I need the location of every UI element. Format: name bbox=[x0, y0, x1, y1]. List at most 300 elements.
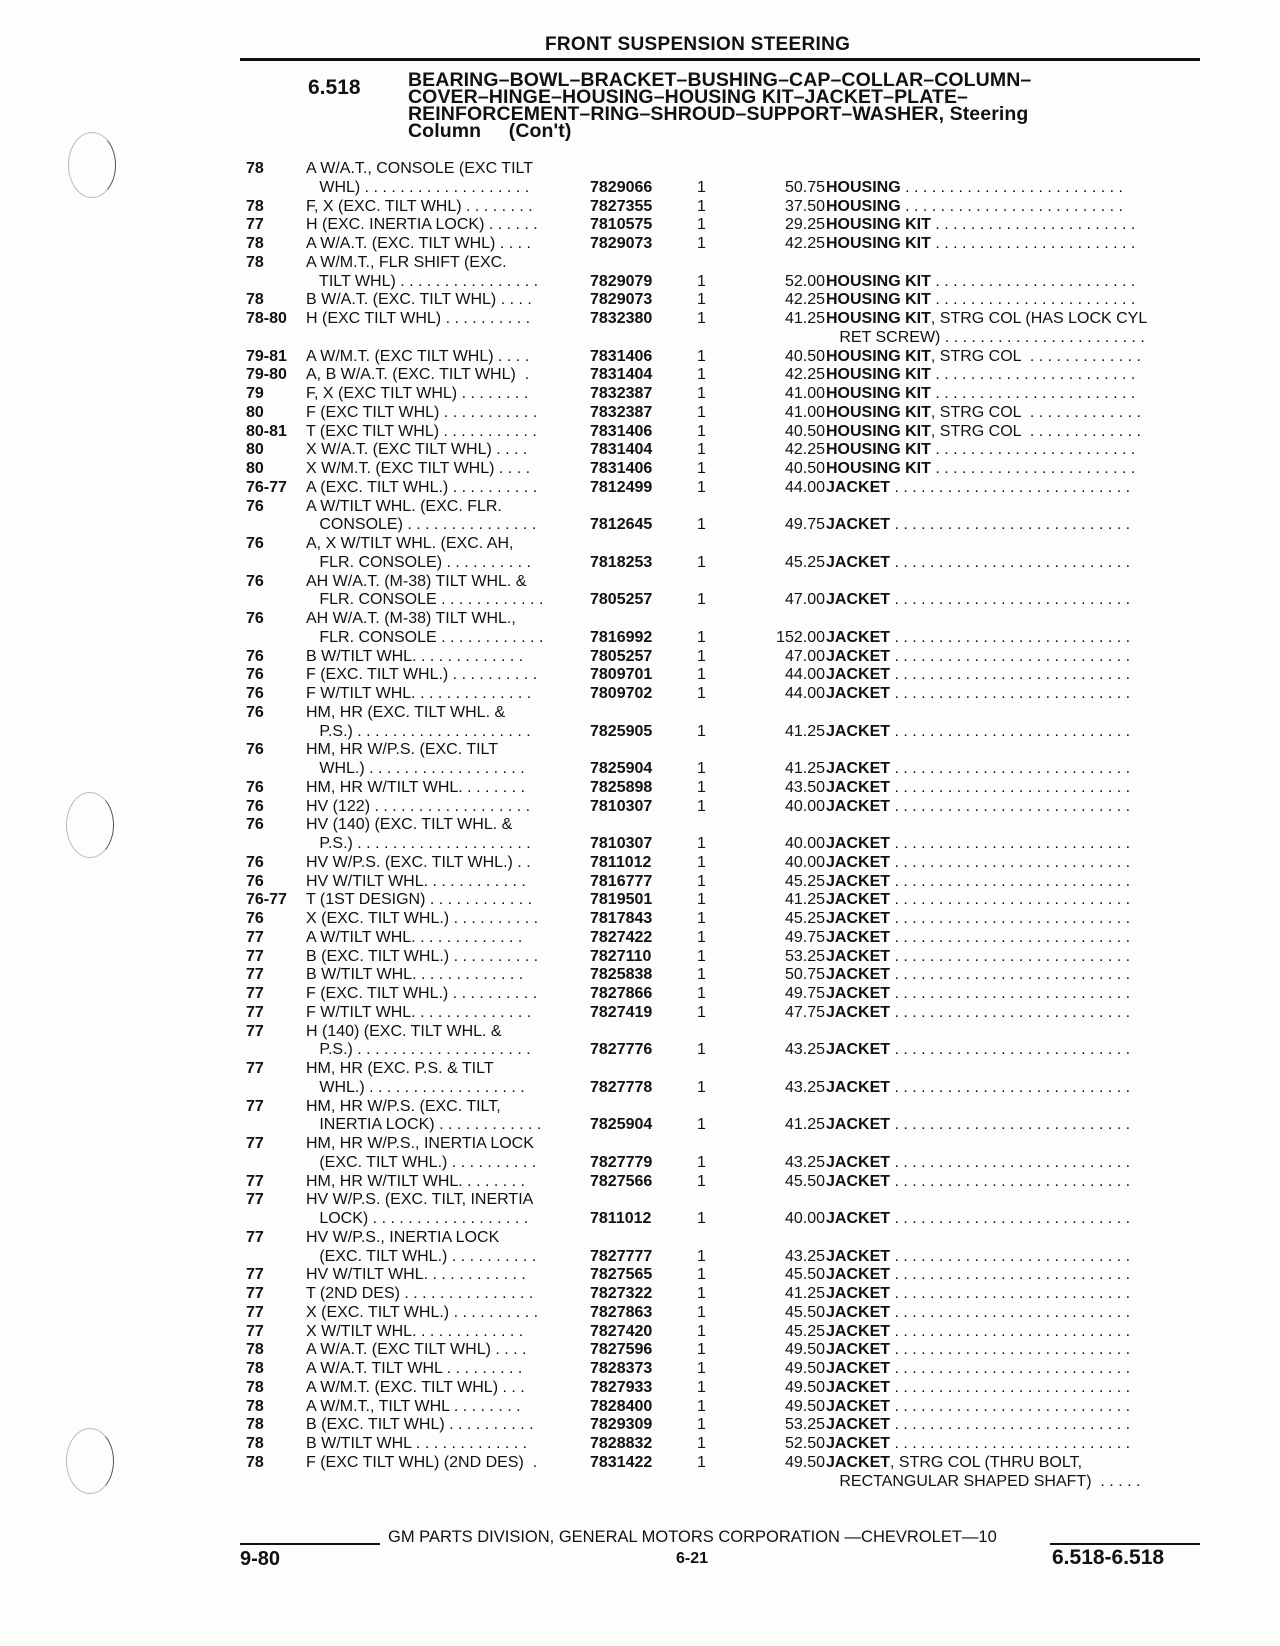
row-part-name bbox=[826, 779, 1190, 797]
row-part-name-detail: . . . . . . . . . . . . . . . . . . . . . . . . . . . bbox=[890, 797, 1131, 815]
row-year: 78 bbox=[246, 160, 264, 177]
row-description: X (EXC. TILT WHL.) . . . . . . . . . . bbox=[306, 1303, 539, 1321]
row-part-name-detail: . . . . . . . . . . . . . . . . . . . . . . . . . . . bbox=[890, 1210, 1131, 1227]
row-part-name-main: JACKET bbox=[826, 1041, 891, 1059]
row-part-name-detail: . . . . . . . . . . . . . . . . . . . . . . . . . . . bbox=[890, 666, 1131, 684]
row-price: 45.50 bbox=[784, 1303, 825, 1321]
row-description: FLR. CONSOLE) . . . . . . . . . . bbox=[306, 553, 531, 571]
row-year: 77 bbox=[246, 216, 264, 234]
row-quantity: 1 bbox=[697, 591, 706, 609]
row-part-number: 7811012 bbox=[590, 1210, 652, 1227]
row-part-name bbox=[826, 329, 1190, 347]
row-description: HV W/TILT WHL. . . . . . . . . . . . bbox=[306, 872, 526, 890]
row-price: 29.25 bbox=[784, 216, 825, 234]
row-part-number: 7825838 bbox=[590, 966, 653, 984]
row-price: 53.25 bbox=[784, 947, 825, 965]
row-description: FLR. CONSOLE . . . . . . . . . . . . bbox=[306, 591, 544, 609]
row-part-number: 7829073 bbox=[590, 291, 653, 309]
row-quantity: 1 bbox=[697, 760, 706, 777]
row-year: 76-77 bbox=[246, 478, 287, 496]
row-part-name-main: JACKET bbox=[826, 872, 891, 890]
row-year: 77 bbox=[246, 1097, 264, 1115]
row-part-name-detail: . . . . . . . . . . . . . . . . . . . . . . . . . . . bbox=[890, 1435, 1131, 1452]
row-part-number: 7810307 bbox=[590, 797, 653, 815]
row-year: 76 bbox=[246, 853, 264, 871]
row-year: 79-81 bbox=[246, 347, 287, 365]
row-description: B W/TILT WHL. . . . . . . . . . . . . bbox=[306, 966, 524, 984]
row-part-name-main: HOUSING KIT bbox=[826, 422, 931, 440]
row-part-name-detail: . . . . . . . . . . . . . . . . . . . . . . . bbox=[930, 441, 1136, 459]
row-part-name bbox=[826, 1416, 1190, 1434]
row-year: 76 bbox=[246, 685, 264, 702]
row-price: 43.50 bbox=[784, 778, 825, 796]
row-year: 77 bbox=[246, 1172, 264, 1190]
row-quantity: 1 bbox=[697, 478, 706, 496]
row-price: 42.25 bbox=[784, 441, 825, 459]
row-part-number: 7827778 bbox=[590, 1078, 653, 1096]
binder-hole bbox=[66, 1428, 114, 1494]
row-part-number: 7827565 bbox=[590, 1266, 653, 1284]
row-year: 77 bbox=[246, 1322, 264, 1340]
row-part-number: 7816777 bbox=[590, 872, 653, 890]
row-year: 77 bbox=[246, 928, 264, 946]
row-part-name-main: HOUSING KIT bbox=[826, 403, 931, 421]
row-price: 45.25 bbox=[784, 872, 825, 890]
row-part-name-detail: . . . . . . . . . . . . . . . . . . . . . . . . . . . bbox=[890, 1266, 1131, 1284]
row-part-number: 7825904 bbox=[590, 1116, 653, 1134]
row-price: 45.25 bbox=[784, 553, 825, 571]
row-description: F (EXC TILT WHL) (2ND DES) . bbox=[306, 1453, 538, 1471]
row-part-name-main: JACKET bbox=[826, 1153, 891, 1171]
row-part-name-main: JACKET bbox=[826, 985, 891, 1002]
row-description: A, B W/A.T. (EXC. TILT WHL) . bbox=[306, 366, 530, 384]
row-description: HM, HR W/P.S., INERTIA LOCK bbox=[306, 1135, 534, 1152]
row-part-name-detail: . . . . . . . . . . . . . . . . . . . . . . . . . . . bbox=[890, 685, 1131, 702]
row-part-name-detail: , STRG COL . . . . . . . . . . . . . bbox=[930, 422, 1141, 440]
row-part-name bbox=[826, 1116, 1190, 1134]
section-number: 6.518 bbox=[308, 76, 361, 99]
row-price: 41.25 bbox=[784, 310, 825, 327]
section-title-line: COVER–HINGE–HOUSING–HOUSING KIT–JACKET–PLATE– bbox=[408, 86, 968, 108]
row-price: 45.50 bbox=[784, 1266, 825, 1284]
row-year: 77 bbox=[246, 947, 264, 965]
row-part-name-main: JACKET bbox=[826, 685, 891, 702]
row-price: 41.25 bbox=[784, 1116, 825, 1134]
row-quantity: 1 bbox=[697, 853, 706, 871]
row-year: 79-80 bbox=[246, 366, 287, 384]
row-part-name bbox=[826, 1379, 1190, 1397]
row-description: FLR. CONSOLE . . . . . . . . . . . . bbox=[306, 628, 544, 646]
row-price: 152.00 bbox=[776, 628, 825, 646]
row-year: 77 bbox=[246, 1135, 264, 1152]
row-year: 78 bbox=[246, 235, 264, 252]
row-quantity: 1 bbox=[697, 797, 706, 815]
row-price: 47.00 bbox=[784, 647, 825, 665]
row-quantity: 1 bbox=[697, 1285, 706, 1302]
row-description: WHL.) . . . . . . . . . . . . . . . . . . bbox=[306, 760, 525, 777]
row-part-name-main: JACKET bbox=[826, 591, 891, 609]
row-year: 76 bbox=[246, 816, 264, 834]
row-part-name-detail: , STRG COL . . . . . . . . . . . . . bbox=[930, 403, 1141, 421]
row-part-name-main: JACKET bbox=[826, 1341, 891, 1359]
row-quantity: 1 bbox=[697, 872, 706, 890]
row-year: 80-81 bbox=[246, 422, 287, 440]
row-part-name-main: HOUSING KIT bbox=[826, 366, 931, 384]
row-year: 80 bbox=[246, 441, 264, 459]
row-part-name-detail: . . . . . . . . . . . . . . . . . . . . . . . . . . . bbox=[890, 985, 1131, 1002]
row-year: 77 bbox=[246, 985, 264, 1002]
row-part-number: 7827779 bbox=[590, 1153, 653, 1171]
row-part-name bbox=[826, 929, 1190, 947]
row-quantity: 1 bbox=[697, 1341, 706, 1359]
row-year: 77 bbox=[246, 966, 264, 984]
row-part-number: 7812499 bbox=[590, 478, 653, 496]
row-part-name bbox=[826, 854, 1190, 872]
row-quantity: 1 bbox=[697, 722, 706, 740]
row-description: H (EXC. INERTIA LOCK) . . . . . . bbox=[306, 216, 538, 234]
row-part-number: 7810575 bbox=[590, 216, 653, 234]
row-part-name bbox=[826, 1341, 1190, 1359]
row-part-name-main: HOUSING KIT bbox=[826, 347, 931, 365]
row-part-name bbox=[826, 910, 1190, 928]
row-part-name bbox=[826, 179, 1190, 197]
row-price: 44.00 bbox=[784, 478, 825, 496]
row-part-name-main: JACKET bbox=[826, 910, 891, 927]
row-quantity: 1 bbox=[697, 1078, 706, 1096]
row-description: A W/M.T., TILT WHL . . . . . . . . bbox=[306, 1397, 521, 1415]
row-quantity: 1 bbox=[697, 835, 706, 852]
row-description: HM, HR W/TILT WHL. . . . . . . . bbox=[306, 778, 525, 796]
row-year: 76 bbox=[246, 797, 264, 815]
row-description: HM, HR (EXC. P.S. & TILT bbox=[306, 1060, 494, 1077]
row-part-name-detail: . . . . . . . . . . . . . . . . . . . . . . . . . . . bbox=[890, 1322, 1131, 1340]
row-quantity: 1 bbox=[697, 985, 706, 1002]
row-part-name-main: JACKET bbox=[826, 778, 891, 796]
row-part-name-detail: . . . . . . . . . . . . . . . . . . . . . . . . . . . bbox=[890, 628, 1131, 646]
row-price: 49.75 bbox=[784, 985, 825, 1002]
row-part-name-detail: . . . . . . . . . . . . . . . . . . . . . . . bbox=[930, 460, 1136, 477]
row-part-name bbox=[826, 1323, 1190, 1341]
row-part-number: 7827866 bbox=[590, 985, 653, 1002]
row-part-number: 7831406 bbox=[590, 460, 653, 477]
row-part-name-detail: . . . . . . . . . . . . . . . . . . . . . . . . . . . bbox=[890, 1078, 1131, 1096]
row-part-name-main: JACKET bbox=[826, 1247, 891, 1265]
row-description: P.S.) . . . . . . . . . . . . . . . . . . . . bbox=[306, 1041, 531, 1059]
row-part-name bbox=[826, 1398, 1190, 1416]
row-description: F W/TILT WHL. . . . . . . . . . . . . . bbox=[306, 1003, 532, 1021]
row-part-name-detail: . . . . . . . . . . . . . . . . . . . . . . . . . . . bbox=[890, 591, 1131, 609]
row-part-name-main: HOUSING KIT bbox=[826, 310, 931, 327]
row-part-name-main: JACKET bbox=[826, 666, 891, 684]
row-description: HV W/P.S. (EXC. TILT WHL.) . . bbox=[306, 853, 531, 871]
row-part-name-main: JACKET bbox=[826, 1303, 891, 1321]
row-part-name-main: JACKET bbox=[826, 647, 891, 665]
row-part-name-detail: . . . . . . . . . . . . . . . . . . . . . . . . . . . bbox=[890, 1378, 1131, 1396]
row-part-number: 7810307 bbox=[590, 835, 653, 852]
row-quantity: 1 bbox=[697, 1116, 706, 1134]
row-description: H (140) (EXC. TILT WHL. & bbox=[306, 1022, 502, 1040]
row-part-name-main: JACKET bbox=[826, 797, 891, 815]
row-part-number: 7828400 bbox=[590, 1397, 653, 1415]
row-year: 76 bbox=[246, 666, 264, 684]
row-quantity: 1 bbox=[697, 441, 706, 459]
footer-rule bbox=[240, 1543, 380, 1545]
row-part-name bbox=[826, 966, 1190, 984]
row-part-name-detail: . . . . . . . . . . . . . . . . . . . . . . . . . . . bbox=[890, 872, 1131, 890]
row-description: X (EXC. TILT WHL.) . . . . . . . . . . bbox=[306, 910, 539, 927]
row-description: HM, HR (EXC. TILT WHL. & bbox=[306, 703, 506, 721]
row-description: (EXC. TILT WHL.) . . . . . . . . . . bbox=[306, 1153, 537, 1171]
row-part-number: 7831404 bbox=[590, 441, 653, 459]
row-year: 77 bbox=[246, 1303, 264, 1321]
row-description: B (EXC. TILT WHL) . . . . . . . . . . bbox=[306, 1416, 534, 1434]
row-part-name-main: JACKET bbox=[826, 1116, 891, 1134]
row-part-name-main: JACKET bbox=[826, 516, 891, 534]
row-description: HV (122) . . . . . . . . . . . . . . . . . . bbox=[306, 797, 531, 815]
row-year: 76 bbox=[246, 610, 264, 627]
row-year: 78 bbox=[246, 1378, 264, 1396]
row-part-name bbox=[826, 1266, 1190, 1284]
row-part-name bbox=[826, 1435, 1190, 1453]
row-part-number: 7827422 bbox=[590, 928, 653, 946]
row-part-name-main: JACKET bbox=[826, 835, 891, 852]
row-description: A W/A.T., CONSOLE (EXC TILT bbox=[306, 160, 534, 177]
row-price: 50.75 bbox=[784, 966, 825, 984]
row-part-number: 7816992 bbox=[590, 628, 653, 646]
row-part-name-detail: . . . . . . . . . . . . . . . . . . . . . . . . . . . bbox=[890, 947, 1131, 965]
row-quantity: 1 bbox=[697, 291, 706, 309]
row-part-number: 7832387 bbox=[590, 403, 653, 421]
row-part-number: 7828373 bbox=[590, 1360, 653, 1377]
row-description: (EXC. TILT WHL.) . . . . . . . . . . bbox=[306, 1247, 537, 1265]
row-price: 43.25 bbox=[784, 1078, 825, 1096]
row-year: 78 bbox=[246, 1397, 264, 1415]
row-part-name-detail: . . . . . . . . . . . . . . . . . . . . . . . . . . . bbox=[890, 553, 1131, 571]
row-part-name bbox=[826, 948, 1190, 966]
row-part-name-detail: RECTANGULAR SHAPED SHAFT) . . . . . bbox=[826, 1472, 1141, 1490]
row-description: HM, HR W/P.S. (EXC. TILT bbox=[306, 741, 499, 759]
row-quantity: 1 bbox=[697, 685, 706, 702]
row-price: 43.25 bbox=[784, 1153, 825, 1171]
row-year: 76-77 bbox=[246, 891, 287, 909]
row-price: 41.00 bbox=[784, 403, 825, 421]
row-description: HV W/P.S. (EXC. TILT, INERTIA bbox=[306, 1191, 534, 1209]
row-year: 77 bbox=[246, 1060, 264, 1077]
row-quantity: 1 bbox=[697, 647, 706, 665]
row-description: INERTIA LOCK) . . . . . . . . . . . . bbox=[306, 1116, 542, 1134]
row-part-name-detail: . . . . . . . . . . . . . . . . . . . . . . . . . . . bbox=[890, 1360, 1131, 1377]
row-year: 76 bbox=[246, 703, 264, 721]
binder-hole bbox=[66, 792, 114, 858]
row-year: 76 bbox=[246, 741, 264, 759]
row-part-number: 7831404 bbox=[590, 366, 653, 384]
row-part-number: 7827110 bbox=[590, 947, 652, 965]
row-part-name bbox=[826, 423, 1190, 441]
row-year: 78 bbox=[246, 1435, 264, 1452]
row-description: A W/M.T. (EXC TILT WHL) . . . . bbox=[306, 347, 530, 365]
row-description: T (1ST DESIGN) . . . . . . . . . . . . bbox=[306, 891, 533, 909]
row-part-name bbox=[826, 891, 1190, 909]
row-description: A W/TILT WHL. . . . . . . . . . . . . bbox=[306, 928, 523, 946]
row-part-name-detail: . . . . . . . . . . . . . . . . . . . . . . . . . . . bbox=[890, 760, 1131, 777]
row-part-name-main: JACKET bbox=[826, 966, 891, 984]
row-quantity: 1 bbox=[697, 1210, 706, 1227]
row-description: CONSOLE) . . . . . . . . . . . . . . . bbox=[306, 516, 537, 534]
row-part-name-main: JACKET bbox=[826, 928, 891, 946]
row-part-number: 7827322 bbox=[590, 1285, 653, 1302]
footer-date: 9-80 bbox=[240, 1548, 281, 1570]
row-part-name-main: JACKET bbox=[826, 1210, 891, 1227]
row-part-number: 7832387 bbox=[590, 385, 653, 402]
row-part-name bbox=[826, 1210, 1190, 1228]
row-part-name bbox=[826, 516, 1190, 534]
row-part-name-detail: . . . . . . . . . . . . . . . . . . . . . . . . . . . bbox=[890, 1041, 1131, 1059]
row-description: HV (140) (EXC. TILT WHL. & bbox=[306, 816, 513, 834]
row-part-name bbox=[826, 985, 1190, 1003]
row-part-name-main: JACKET bbox=[826, 553, 891, 571]
row-price: 42.25 bbox=[784, 366, 825, 384]
row-part-name-detail: . . . . . . . . . . . . . . . . . . . . . . . . . . . bbox=[890, 928, 1131, 946]
row-part-name-detail: . . . . . . . . . . . . . . . . . . . . . . . . . . . bbox=[890, 516, 1131, 534]
row-quantity: 1 bbox=[697, 1153, 706, 1171]
row-price: 52.50 bbox=[784, 1435, 825, 1452]
row-description: HM, HR W/TILT WHL. . . . . . . . bbox=[306, 1172, 525, 1190]
row-quantity: 1 bbox=[697, 178, 706, 196]
row-part-number: 7805257 bbox=[590, 647, 653, 665]
row-price: 41.25 bbox=[784, 760, 825, 777]
row-quantity: 1 bbox=[697, 553, 706, 571]
row-part-name-detail: . . . . . . . . . . . . . . . . . . . . . . . . . . . bbox=[890, 1003, 1131, 1021]
row-part-number: 7827355 bbox=[590, 197, 653, 215]
row-part-name-main: JACKET bbox=[826, 1322, 891, 1340]
row-quantity: 1 bbox=[697, 1416, 706, 1434]
row-part-number: 7832380 bbox=[590, 310, 653, 327]
row-price: 40.00 bbox=[784, 797, 825, 815]
row-description: F (EXC. TILT WHL.) . . . . . . . . . . bbox=[306, 985, 538, 1002]
row-year: 78 bbox=[246, 1453, 264, 1471]
row-part-name bbox=[826, 629, 1190, 647]
row-price: 45.50 bbox=[784, 1172, 825, 1190]
row-part-number: 7831406 bbox=[590, 347, 653, 365]
row-part-name bbox=[826, 198, 1190, 216]
row-price: 44.00 bbox=[784, 666, 825, 684]
row-description: AH W/A.T. (M-38) TILT WHL. & bbox=[306, 572, 527, 590]
row-price: 49.50 bbox=[784, 1453, 825, 1471]
row-part-name bbox=[826, 1360, 1190, 1378]
row-description: B (EXC. TILT WHL.) . . . . . . . . . . bbox=[306, 947, 539, 965]
row-part-name-main: HOUSING KIT bbox=[826, 441, 931, 459]
row-price: 49.50 bbox=[784, 1378, 825, 1396]
row-quantity: 1 bbox=[697, 272, 706, 290]
row-part-number: 7829309 bbox=[590, 1416, 653, 1434]
row-part-name bbox=[826, 1004, 1190, 1022]
row-part-name-main: HOUSING bbox=[826, 178, 901, 196]
row-quantity: 1 bbox=[697, 1378, 706, 1396]
row-year: 80 bbox=[246, 460, 264, 477]
row-part-name-detail: . . . . . . . . . . . . . . . . . . . . . . . bbox=[930, 216, 1136, 234]
row-quantity: 1 bbox=[697, 1172, 706, 1190]
row-part-name-detail: . . . . . . . . . . . . . . . . . . . . . . . . . . . bbox=[890, 1172, 1131, 1190]
row-description: F (EXC. TILT WHL.) . . . . . . . . . . bbox=[306, 666, 538, 684]
row-part-name-main: JACKET bbox=[826, 1360, 891, 1377]
row-part-number: 7811012 bbox=[590, 853, 652, 871]
row-part-name-main: JACKET bbox=[826, 478, 891, 496]
row-price: 49.50 bbox=[784, 1360, 825, 1377]
row-price: 42.25 bbox=[784, 291, 825, 309]
row-part-name-main: JACKET bbox=[826, 1003, 891, 1021]
row-description: T (2ND DES) . . . . . . . . . . . . . . . bbox=[306, 1285, 534, 1302]
row-year: 76 bbox=[246, 910, 264, 927]
row-part-name bbox=[826, 760, 1190, 778]
section-title bbox=[408, 69, 1128, 142]
row-part-number: 7825904 bbox=[590, 760, 653, 777]
row-quantity: 1 bbox=[697, 928, 706, 946]
row-year: 76 bbox=[246, 572, 264, 590]
row-part-name-detail: . . . . . . . . . . . . . . . . . . . . . . . bbox=[930, 291, 1136, 309]
row-quantity: 1 bbox=[697, 1435, 706, 1452]
row-part-name-detail: . . . . . . . . . . . . . . . . . . . . . . . . . . . bbox=[890, 478, 1131, 496]
row-part-name bbox=[826, 310, 1190, 328]
row-price: 45.25 bbox=[784, 1322, 825, 1340]
row-part-name bbox=[826, 1041, 1190, 1059]
row-part-name-detail: . . . . . . . . . . . . . . . . . . . . . . . . . . . bbox=[890, 966, 1131, 984]
row-part-name-detail: . . . . . . . . . . . . . . . . . . . . . . . . . . . bbox=[890, 1397, 1131, 1415]
row-part-name-detail: . . . . . . . . . . . . . . . . . . . . . . . . . . . bbox=[890, 1285, 1131, 1302]
row-part-number: 7827596 bbox=[590, 1341, 653, 1359]
row-part-name-main: JACKET bbox=[826, 1285, 891, 1302]
row-description: F W/TILT WHL. . . . . . . . . . . . . . bbox=[306, 685, 532, 702]
row-description: P.S.) . . . . . . . . . . . . . . . . . . . . bbox=[306, 835, 531, 852]
row-price: 53.25 bbox=[784, 1416, 825, 1434]
row-part-number: 7805257 bbox=[590, 591, 653, 609]
row-description: AH W/A.T. (M-38) TILT WHL., bbox=[306, 610, 516, 627]
row-description: F, X (EXC TILT WHL) . . . . . . . . bbox=[306, 385, 529, 402]
row-part-name-detail: . . . . . . . . . . . . . . . . . . . . . . . . . . . bbox=[890, 647, 1131, 665]
row-year: 77 bbox=[246, 1228, 264, 1246]
row-part-name-main: JACKET bbox=[826, 947, 891, 965]
row-part-name-detail: , STRG COL (THRU BOLT, bbox=[890, 1453, 1083, 1471]
row-quantity: 1 bbox=[697, 216, 706, 234]
row-price: 43.25 bbox=[784, 1247, 825, 1265]
row-quantity: 1 bbox=[697, 403, 706, 421]
row-part-number: 7818253 bbox=[590, 553, 653, 571]
row-part-number: 7829066 bbox=[590, 178, 653, 196]
row-price: 47.00 bbox=[784, 591, 825, 609]
row-description: B W/TILT WHL. . . . . . . . . . . . . bbox=[306, 647, 524, 665]
row-part-name-main: JACKET bbox=[826, 1078, 891, 1096]
row-part-name bbox=[826, 235, 1190, 253]
row-part-name bbox=[826, 1285, 1190, 1303]
row-description: HV W/P.S., INERTIA LOCK bbox=[306, 1228, 500, 1246]
row-part-name-detail: . . . . . . . . . . . . . . . . . . . . . . . . . . . bbox=[890, 910, 1131, 927]
row-description: WHL.) . . . . . . . . . . . . . . . . . . bbox=[306, 1078, 525, 1096]
row-part-name-main: JACKET bbox=[826, 1416, 891, 1434]
row-quantity: 1 bbox=[697, 1247, 706, 1265]
row-description: B W/TILT WHL . . . . . . . . . . . . . bbox=[306, 1435, 528, 1452]
row-year: 78-80 bbox=[246, 310, 287, 327]
row-year: 79 bbox=[246, 385, 264, 402]
row-price: 37.50 bbox=[784, 197, 825, 215]
row-part-number: 7827863 bbox=[590, 1303, 653, 1321]
row-description: A W/A.T. (EXC TILT WHL) . . . . bbox=[306, 1341, 527, 1359]
row-part-name-detail: . . . . . . . . . . . . . . . . . . . . . . . bbox=[930, 366, 1136, 384]
row-part-name-main: JACKET bbox=[826, 1397, 891, 1415]
row-price: 40.00 bbox=[784, 835, 825, 852]
row-part-name bbox=[826, 723, 1190, 741]
row-price: 40.50 bbox=[784, 460, 825, 477]
row-year: 78 bbox=[246, 253, 264, 271]
row-part-number: 7827776 bbox=[590, 1041, 653, 1059]
